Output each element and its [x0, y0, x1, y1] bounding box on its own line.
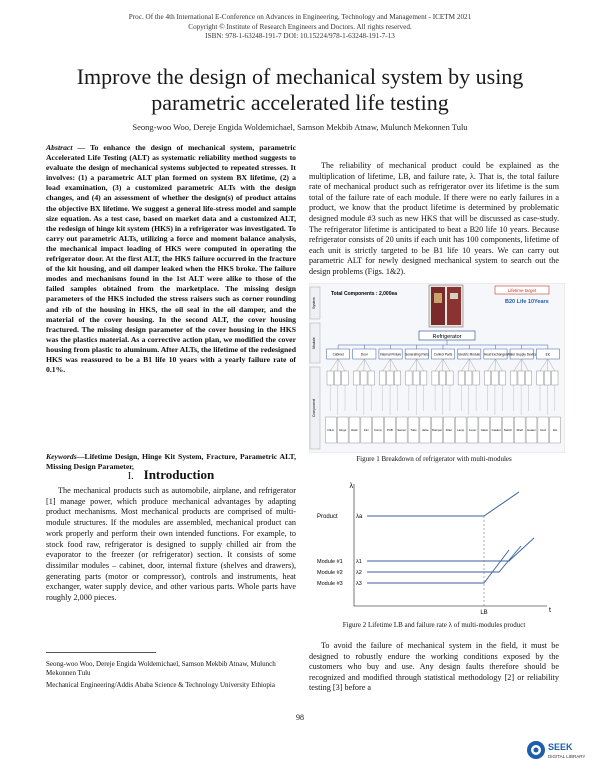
component-box: [420, 371, 426, 385]
component-box: [406, 371, 412, 385]
lifetime-target-label: Lifetime target: [507, 288, 537, 293]
footnote-rule: [46, 652, 156, 653]
component-box: [413, 371, 419, 385]
section-number: I.: [127, 471, 134, 482]
module-3-label: Module #3: [317, 581, 343, 587]
product-failure-line: [367, 492, 519, 516]
part-label: Filter: [445, 428, 453, 432]
component-box: [525, 371, 531, 385]
component-box: [387, 371, 393, 385]
part-label: Switch: [503, 428, 513, 432]
component-box: [394, 371, 400, 385]
author-list: Seong-woo Woo, Dereje Engida Woldemichael, Samson Mekbib Atnaw, Mulunch Mekonnen Tulu: [132, 122, 468, 132]
abstract-dash: —: [72, 143, 91, 152]
component-box: [544, 371, 550, 385]
part-label: Heater: [527, 428, 536, 432]
module-label: Generating Parts: [404, 352, 429, 357]
module-1-line: [367, 538, 534, 561]
abstract-label: Abstract: [46, 143, 73, 152]
lambda-axis-label: λ: [349, 483, 353, 490]
seek-logo: [526, 736, 586, 770]
section-title: Introduction: [143, 467, 215, 482]
lambda-3-label: λ3: [356, 581, 362, 587]
module-label: Door: [360, 352, 368, 357]
module-1-label: Module #1: [317, 559, 343, 565]
component-box: [353, 371, 359, 385]
seek-logo-name: SEEK: [548, 742, 573, 752]
component-box: [492, 371, 498, 385]
component-box: [361, 371, 367, 385]
module-label: Control Parts: [433, 352, 453, 357]
component-box: [466, 371, 472, 385]
component-box: [368, 371, 374, 385]
component-box: [458, 371, 464, 385]
component-box: [518, 371, 524, 385]
paper-title: Improve the design of mechanical system by using parametric accelerated life testing: [76, 64, 524, 115]
design-fault-paragraph: To avoid the failure of mechanical system in the field, it must be designed to robustly endure the working conditions exposed by the customers who buy and use. Any design faults therefore should be recognized and modified through statistical methodology [2] or reliability testing [3] before a: [309, 641, 559, 693]
part-label: Rack: [351, 428, 358, 432]
component-box: [327, 371, 333, 385]
part-label: Damper: [432, 428, 443, 432]
refrigerator-node-label: Refrigerator: [432, 334, 462, 340]
lambda-a-label: λa: [356, 514, 363, 520]
keywords-label: Keywords: [46, 452, 77, 461]
part-label: Fill-in: [327, 428, 335, 432]
section-heading: [46, 467, 296, 483]
part-label: Valve: [421, 428, 429, 432]
module-label: Heat Exchanger: [484, 352, 507, 357]
part-label: Shelf: [516, 428, 523, 432]
header-line-3: ISBN: 978-1-63248-191-7 DOI: 10.15224/978-1-63248-191-7-13: [205, 32, 395, 40]
abstract-text: To enhance the design of mechanical system, parametric Accelerated Life Testing (ALT) as systematic reliability method suggests to evaluate the design of mechanical systems subjected to repeated stresses. It involves: (1) a parametric ALT plan formed on system BX lifetime, (2) a load examination, (3) a customized parametric ALTs with the design changes, and (4) an assessment of whether the design(s) of product attains the objective BX lifetime. We suggest a general life-stress model and sample size equation. As a test case, based on market data and a customized ALT, the redesign of hinge kit system (HKS) in a refrigerator was investigated. To carry out parametric ALTs, utilizing a force and moment balance analysis, the mechanical impact loading of HKS were computed in operating the refrigerator door. At the first ALT, the HKS failure occurred in the fracture of the kit housing, and oil damper leaked when the HKS broke. The failure modes and mechanisms found in the 1st ALT were alike to those of the failed samples obtained from the marketplace. The missing design parameters of the HKS included the stress raisers such as corner rounding and rib of the housing in HKS, the oil seal in the oil damper, and the material of the cover housing. In the second ALT, the cover housing fractured. The missing design parameter of the cover housing in the HKS was the plastics material. As a corrective action plan, we modified the cover housing from plastic to aluminum. After ALTs, the lifetime of the redesigned HKS was reassured to be a B1 life 10 years with a yearly failure rate of 0.1%.: [46, 143, 296, 375]
part-label: Gasket: [491, 428, 501, 432]
footnote-names: Seong-woo Woo, Dereje Engida Woldemichael, Samson Mekbib Atnaw, Mulunch Mekonnen Tulu: [46, 660, 276, 677]
header-line-2: Copyright © Institute of Research Engineers and Doctors. All rights reserved.: [188, 22, 412, 31]
abstract: [46, 143, 296, 375]
lambda-2-label: λ2: [356, 570, 362, 576]
lb-label: LB: [480, 610, 488, 616]
part-label: PCB: [387, 428, 393, 432]
module-2-line: [367, 546, 521, 572]
part-label: Comp.: [373, 428, 383, 432]
part-label: Lamp: [457, 428, 465, 432]
author-footnote: [46, 660, 296, 690]
footnote-affiliation: Mechanical Engineering/Addis Ababa Science & Technology University Ethiopia: [46, 681, 275, 689]
figure-2-lifetime-chart: [309, 478, 559, 616]
conference-header: [0, 13, 600, 42]
component-box: [484, 371, 490, 385]
part-label: Tube: [410, 428, 417, 432]
module-label: Etc: [545, 352, 551, 357]
component-box: [379, 371, 385, 385]
level-label-component: Component: [312, 398, 316, 418]
part-label: Cover: [468, 428, 477, 432]
part-label: Glass: [480, 428, 488, 432]
reliability-paragraph: The reliability of mechanical product could be explained as the multiplication of lifetime, LB, and failure rate, λ. That is, the total failure rate of mechanical product such as refrigerator over its lifetime is the sum total of the failure rate of each module. If there were no early failures in a product, we know that the product lifetime is determined by problematic designed module #3 such as new HKS that will be discussed as case-study. The refrigerator lifetime is anticipated to beat a B20 life 10 years. Because refrigerator consists of 20 units if each unit has 100 components, lifetime of each unit is strictly targeted to be B1 life 10 years. We can carry out parametric ALT for newly designed mechanical system to search out the design problems (Figs. 1&2).: [309, 161, 559, 276]
introduction-text: The mechanical products such as automobile, airplane, and refrigerator [1] manage power, which produce mechanical advantages by adapting product mechanisms. Most mechanical products are comprised of multi-module structures. If the modules are assembled, mechanical product can work properly and perform their own intended functions. For example, to stock food raw, refrigerator is designed to supply chilled air from the evaporator to the freezer (or refrigerator) section. It consists of some dissimilar modules – cabinet, door, internal fixture (shelves and drawers), generating parts (motor or compressor), controls and instruments, heat exchanger, water supply device, and other various parts. Whole parts have roughly 2,000 pieces.: [46, 486, 296, 603]
component-box: [432, 371, 438, 385]
refrigerator-picture: [429, 285, 463, 327]
part-label: Sensor: [397, 428, 407, 432]
level-label-system: System: [312, 297, 316, 309]
component-box: [334, 371, 340, 385]
lambda-1-label: λ1: [356, 559, 362, 565]
product-label: Product: [317, 514, 338, 520]
module-label: Cabinet: [332, 352, 344, 357]
part-label: Duct: [540, 428, 547, 432]
figure-1-caption: Figure 1 Breakdown of refrigerator with multi-modules: [356, 455, 512, 463]
module-3-line: [367, 550, 509, 583]
total-components-label: Total Components : 2,000ea: [331, 291, 398, 297]
part-label: Fan: [363, 428, 369, 432]
b20-lifetime-label: B20 Life 10Years: [505, 299, 549, 305]
component-box: [537, 371, 543, 385]
part-label: Hinge: [339, 428, 347, 432]
header-line-1: Proc. Of the 4th International E-Conference on Advances in Engineering, Technology and Management - ICETM 2021: [128, 13, 472, 21]
component-box: [511, 371, 517, 385]
time-axis-label: t: [549, 607, 551, 614]
figure-2-caption: Figure 2 Lifetime LB and failure rate λ of multi-modules product: [342, 621, 526, 629]
module-label: Internal Fixture: [379, 352, 402, 357]
component-box: [499, 371, 505, 385]
seek-logo-subtitle: DIGITAL LIBRARY: [548, 754, 586, 759]
page-number: 98: [296, 713, 304, 722]
keywords-text: —Lifetime Design, Hinge Kit System, Fracture, Parametric ALT, Missing Design Parameter,: [46, 452, 296, 472]
component-box: [439, 371, 445, 385]
component-box: [552, 371, 558, 385]
module-2-label: Module #2: [317, 570, 343, 576]
module-label: Electric Module: [458, 352, 481, 357]
module-label: Water Supply Device: [506, 352, 537, 357]
component-box: [447, 371, 453, 385]
component-box: [342, 371, 348, 385]
figure-1-breakdown-diagram: [309, 283, 565, 453]
component-box: [473, 371, 479, 385]
part-label: Etc: [553, 428, 558, 432]
level-label-module: Module: [312, 337, 316, 349]
